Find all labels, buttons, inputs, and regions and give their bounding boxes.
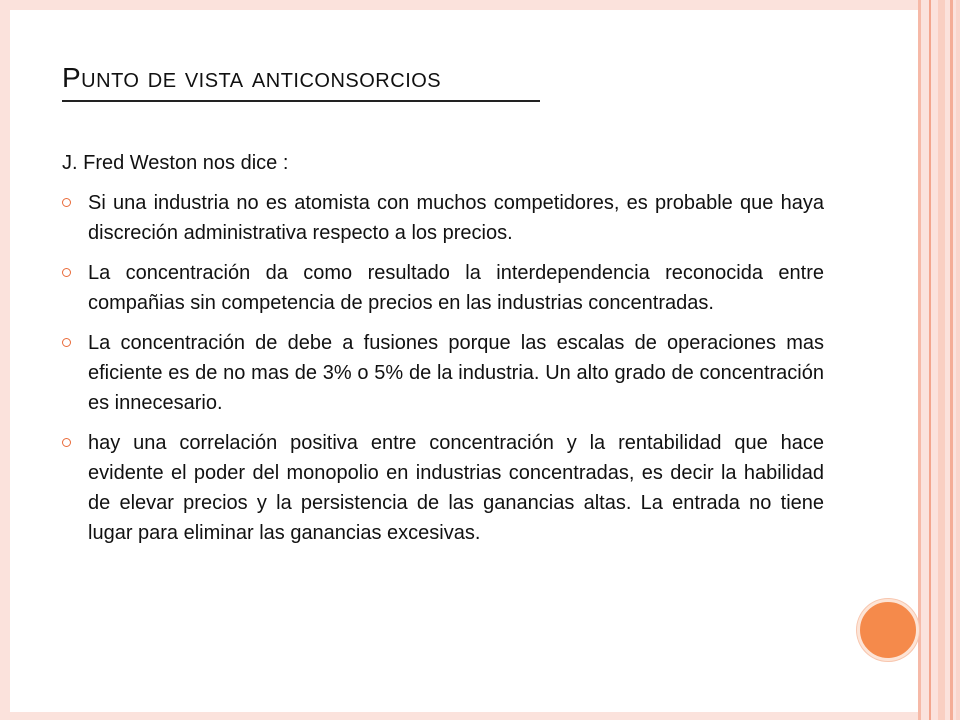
- decorative-stripe: [929, 0, 931, 720]
- list-item: [62, 258, 824, 318]
- bullet-circle-icon: [62, 438, 71, 447]
- decorative-stripe: [938, 0, 945, 720]
- intro-text: J. Fred Weston nos dice :: [62, 152, 289, 174]
- bullet-text: La concentración de debe a fusiones porque las escalas de operaciones mas eficiente es de no mas de 3% o 5% de la industria. Un alto grado de concentración es innecesario.: [88, 332, 824, 414]
- bullet-circle-icon: [62, 198, 71, 207]
- bullet-text: La concentración da como resultado la interdependencia reconocida entre compañias sin competencia de precios en las industrias concentradas.: [88, 262, 824, 314]
- decorative-circle-icon: [857, 599, 919, 661]
- decorative-stripe: [950, 0, 953, 720]
- bullet-circle-icon: [62, 268, 71, 277]
- bullet-list: [62, 188, 824, 548]
- title-underline: [62, 100, 540, 102]
- slide-content: [62, 148, 824, 558]
- bullet-text: hay una correlación positiva entre concentración y la rentabilidad que hace evidente el poder del monopolio en industrias concentradas, es decir la habilidad de elevar precios y la persistencia de las ganancias altas. La entrada no tiene lugar para eliminar las ganancias excesivas.: [88, 432, 824, 544]
- list-item: [62, 188, 824, 248]
- decorative-stripe: [956, 0, 960, 720]
- slide-title: Punto de vista anticonsorcios: [62, 62, 442, 93]
- slide-border-left: [0, 0, 10, 720]
- decorative-stripe: [918, 0, 921, 720]
- bullet-circle-icon: [62, 338, 71, 347]
- slide-border-top: [0, 0, 920, 10]
- bullet-text: Si una industria no es atomista con muchos competidores, es probable que haya discreción administrativa respecto a los precios.: [88, 192, 824, 244]
- slide-border-bottom: [0, 712, 920, 720]
- list-item: [62, 428, 824, 548]
- list-item: [62, 328, 824, 418]
